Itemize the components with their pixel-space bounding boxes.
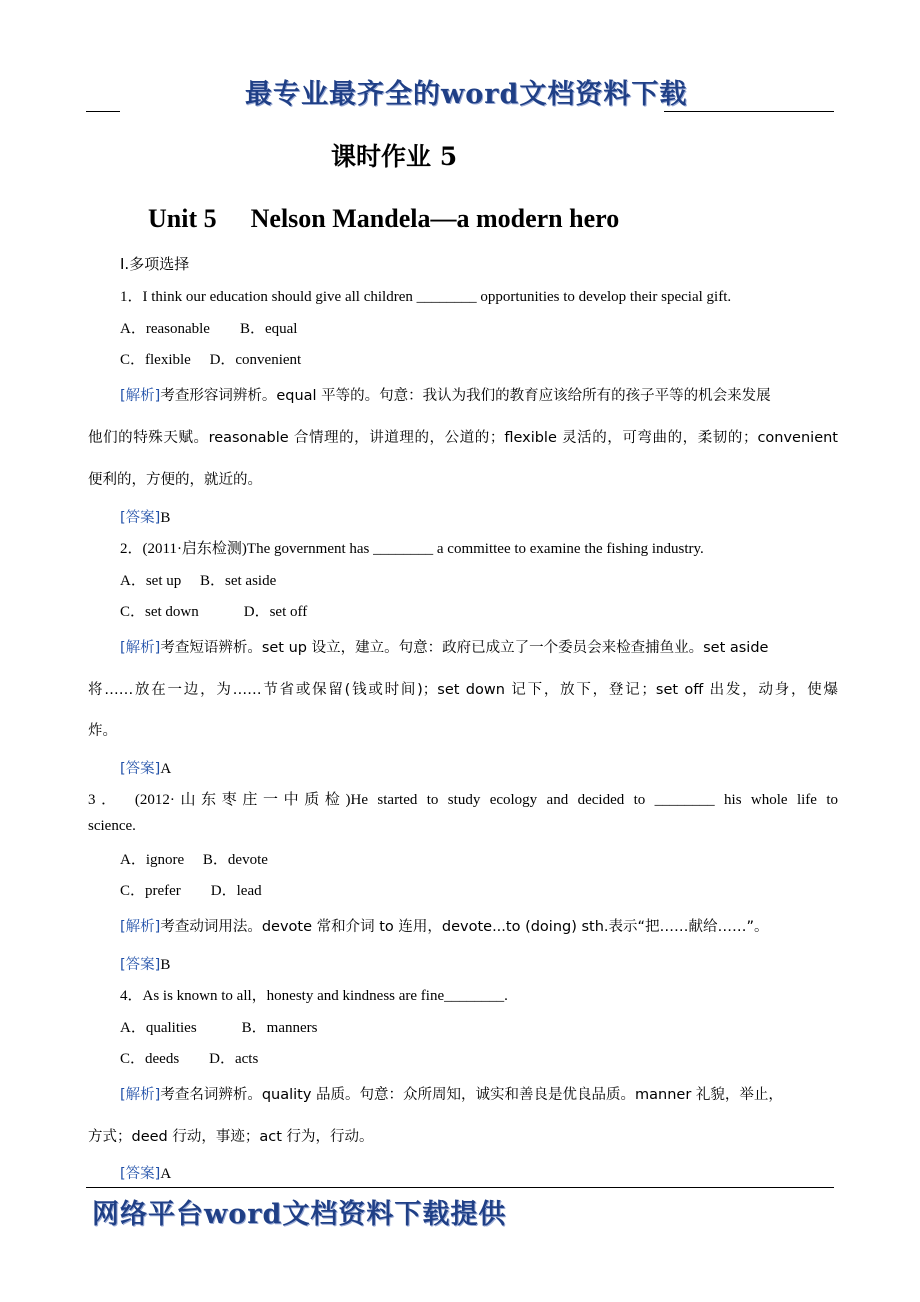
q2-answer: [答案]A xyxy=(120,761,172,777)
q4-stem: 4．As is known to all，honesty and kindness are fine________. xyxy=(120,988,508,1004)
answer-tag: [答案] xyxy=(120,1166,161,1182)
section-heading: Ⅰ.多项选择 xyxy=(120,255,190,273)
header-rule-left xyxy=(86,111,120,112)
q1-analysis-line-1: [解析]考查形容词辨析。equal 平等的。句意：我认为我们的教育应该给所有的孩子平等的机会来发展 xyxy=(120,388,771,404)
q3-answer: [答案]B xyxy=(120,957,171,973)
q3-options-ab: A．ignore B．devote xyxy=(120,852,268,868)
q2-analysis-line-3: 炸。 xyxy=(88,723,117,739)
q1-answer: [答案]B xyxy=(120,510,171,526)
q3-options-cd: C．prefer D．lead xyxy=(120,883,262,899)
q3-stem-line-1: 3． (2012·山东枣庄一中质检)He started to study ecology and decided to ________ his whole life to xyxy=(88,792,838,808)
q1-options-ab: A．reasonable B．equal xyxy=(120,321,298,337)
unit-heading xyxy=(148,204,619,234)
q4-analysis-line-2: 方式；deed 行动，事迹；act 行为，行动。 xyxy=(88,1129,374,1145)
page-title: 课时作业 5 xyxy=(331,142,458,171)
q1-analysis-line-3: 便利的，方便的，就近的。 xyxy=(88,472,262,488)
q2-analysis-line-1: [解析]考查短语辨析。set up 设立，建立。句意：政府已成立了一个委员会来检查捕鱼业。set aside xyxy=(120,640,769,656)
analysis-tag: [解析] xyxy=(120,919,161,935)
q3-analysis-line-1: [解析]考查动词用法。devote 常和介词 to 连用，devote...to (doing) sth.表示“把……献给……”。 xyxy=(120,919,769,935)
answer-tag: [答案] xyxy=(120,957,161,973)
q2-options-ab: A．set up B．set aside xyxy=(120,573,277,589)
q4-analysis-line-1: [解析]考查名词辨析。quality 品质。句意：众所周知，诚实和善良是优良品质。manner 礼貌，举止， xyxy=(120,1087,783,1103)
header-banner: 最专业最齐全的word文档资料下载 xyxy=(245,79,688,110)
analysis-tag: [解析] xyxy=(120,388,161,404)
q4-options-ab: A．qualities B．manners xyxy=(120,1020,318,1036)
footer-banner: 网络平台word文档资料下载提供 xyxy=(92,1199,507,1230)
q4-answer: [答案]A xyxy=(120,1166,172,1182)
unit-title: Nelson Mandela—a modern hero xyxy=(250,204,620,233)
q4-options-cd: C．deeds D．acts xyxy=(120,1051,259,1067)
answer-tag: [答案] xyxy=(120,510,161,526)
answer-tag: [答案] xyxy=(120,761,161,777)
q2-options-cd: C．set down D．set off xyxy=(120,604,308,620)
q1-stem: 1．I think our education should give all children ________ opportunities to develop their special gift. xyxy=(120,289,732,305)
analysis-tag: [解析] xyxy=(120,640,161,656)
q2-analysis-line-2: 将……放在一边，为……节省或保留(钱或时间)；set down 记下，放下，登记；set off 出发，动身，使爆 xyxy=(88,682,838,698)
q1-options-cd: C．flexible D．convenient xyxy=(120,352,302,368)
unit-label: Unit 5 xyxy=(148,204,217,233)
q1-analysis-line-2: 他们的特殊天赋。reasonable 合情理的，讲道理的，公道的；flexible 灵活的，可弯曲的，柔韧的；convenient xyxy=(88,430,838,446)
header-rule-right xyxy=(664,111,834,112)
footer-rule xyxy=(86,1187,834,1188)
q3-stem-line-2: science. xyxy=(88,818,136,834)
analysis-tag: [解析] xyxy=(120,1087,161,1103)
q2-stem: 2．(2011·启东检测)The government has ________ a committee to examine the fishing industry. xyxy=(120,541,704,557)
